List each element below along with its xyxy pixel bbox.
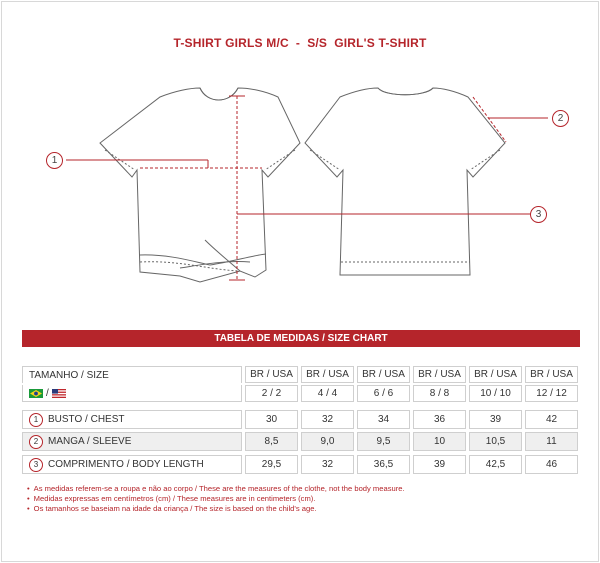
footnote: • Os tamanhos se baseiam na idade da criança / The size is based on the child's age. (34, 504, 405, 514)
column-header: BR / USA (301, 366, 354, 383)
table-row-chest (22, 410, 580, 429)
table-row-sleeve (22, 432, 580, 451)
table-cell: 29,5 (245, 455, 298, 474)
row-label: COMPRIMENTO / BODY LENGTH (48, 459, 204, 470)
table-cell: 32 (301, 455, 354, 474)
usa-flag-icon (52, 389, 66, 398)
table-cell: 10,5 (469, 432, 522, 451)
table-cell: 42 (525, 410, 578, 429)
size-value: 8 / 8 (413, 385, 466, 402)
brazil-flag-icon (29, 389, 43, 398)
column-header: BR / USA (525, 366, 578, 383)
row-label: MANGA / SLEEVE (48, 436, 132, 447)
table-cell: 39 (413, 455, 466, 474)
row-number: 1 (29, 413, 43, 427)
back-tshirt-outline (305, 88, 505, 275)
size-value: 4 / 4 (301, 385, 354, 402)
table-cell: 30 (245, 410, 298, 429)
callout-chest: 1 (46, 152, 63, 169)
table-cell: 9,0 (301, 432, 354, 451)
size-value: 10 / 10 (469, 385, 522, 402)
column-header: BR / USA (245, 366, 298, 383)
table-cell: 36 (413, 410, 466, 429)
footnote: • Medidas expressas em centímetros (cm) / These measures are in centimeters (cm). (34, 494, 405, 504)
row-label: BUSTO / CHEST (48, 414, 125, 425)
column-header: BR / USA (413, 366, 466, 383)
table-size-row (22, 385, 580, 402)
table-header-row (22, 366, 580, 383)
front-tshirt-outline (100, 88, 300, 282)
table-cell: 9,5 (357, 432, 410, 451)
table-cell: 46 (525, 455, 578, 474)
table-cell: 42,5 (469, 455, 522, 474)
footnote: • As medidas referem-se a roupa e não ao corpo / These are the measures of the clothe, not the body measure. (34, 484, 405, 494)
table-cell: 36,5 (357, 455, 410, 474)
table-cell: 32 (301, 410, 354, 429)
column-header: BR / USA (357, 366, 410, 383)
page-title: T-SHIRT GIRLS M/C - S/S GIRL'S T-SHIRT (173, 36, 427, 50)
row-label-cell (22, 455, 242, 474)
table-cell: 39 (469, 410, 522, 429)
table-cell: 8,5 (245, 432, 298, 451)
flags-separator: / (46, 387, 49, 399)
row-number: 2 (29, 435, 43, 449)
row-label-cell (22, 410, 242, 429)
size-label: TAMANHO / SIZE (22, 366, 242, 383)
callout-body-length: 3 (530, 206, 547, 223)
table-row-body-length (22, 455, 580, 474)
size-value: 2 / 2 (245, 385, 298, 402)
row-number: 3 (29, 458, 43, 472)
flags-cell (22, 385, 242, 402)
size-value: 12 / 12 (525, 385, 578, 402)
table-cell: 34 (357, 410, 410, 429)
table-cell: 10 (413, 432, 466, 451)
row-label-cell (22, 432, 242, 451)
size-value: 6 / 6 (357, 385, 410, 402)
column-header: BR / USA (469, 366, 522, 383)
callout-sleeve: 2 (552, 110, 569, 127)
table-cell: 11 (525, 432, 578, 451)
footnotes (34, 484, 405, 514)
size-chart-banner: TABELA DE MEDIDAS / SIZE CHART (22, 330, 580, 347)
